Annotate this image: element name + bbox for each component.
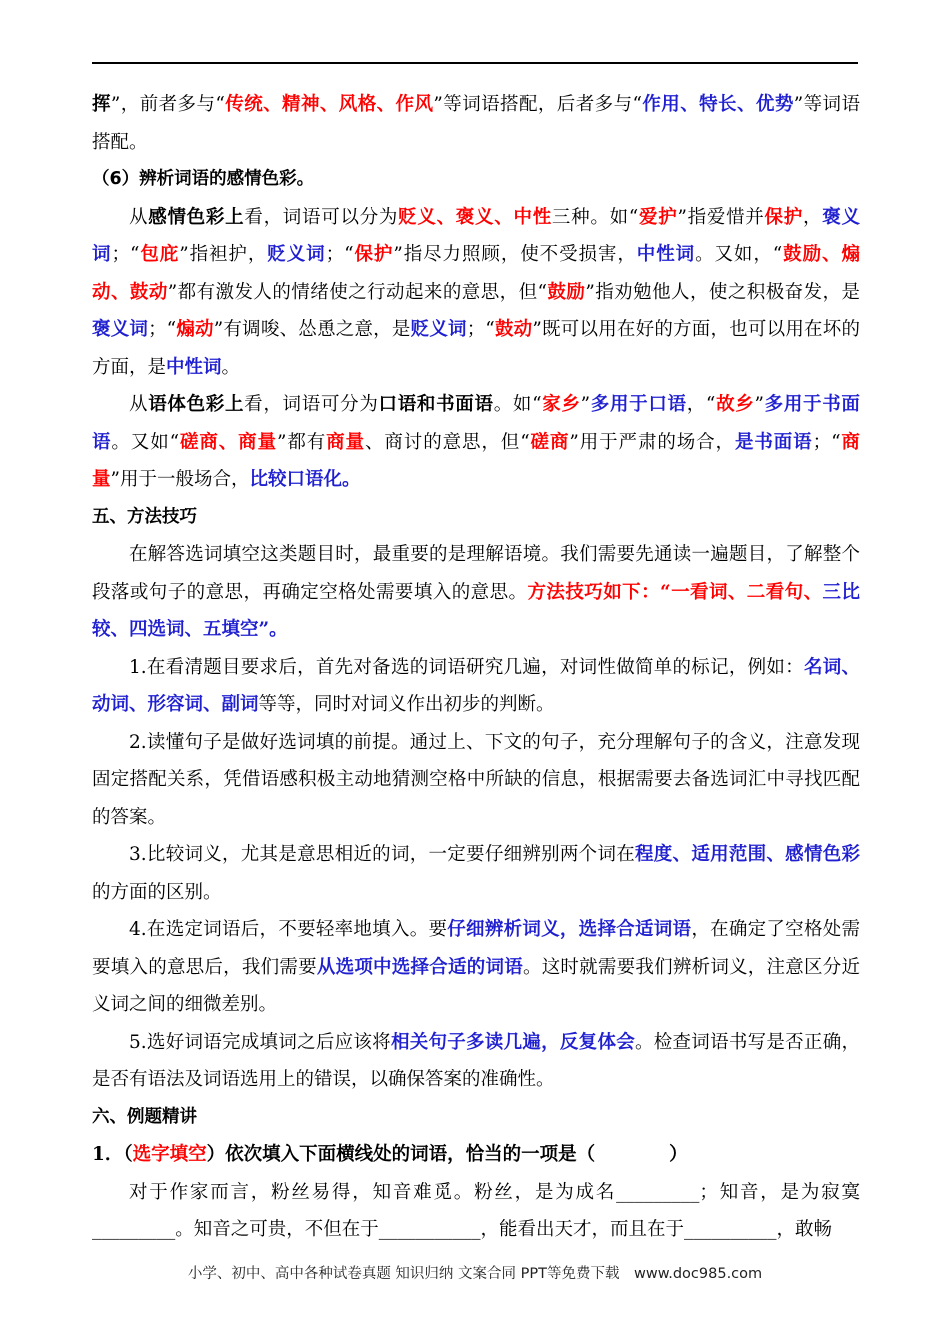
method-step-5: 5.选好词语完成填词之后应该将相关句子多读几遍，反复体会。检查词语书写是否正确，是否有语法及词语选用上的错误，以确保答案的准确性。 <box>92 1031 860 1090</box>
emphasis-text: 从选项中选择合适的词语 <box>316 956 523 978</box>
emphasis-text: 是书面语 <box>734 431 813 453</box>
emphasis-text: 仔细辨析词义，选择合适词语 <box>447 919 692 940</box>
emphasis-text: 磋商、商量 <box>179 431 277 453</box>
document-body <box>92 86 860 1249</box>
page-footer: 小学、初中、高中各种试卷真题 知识归纳 文案合同 PPT等免费下载 www.doc985.com <box>187 1266 763 1282</box>
emphasis-text: 爱护 <box>638 206 678 228</box>
emphasis-text: 挥 <box>92 94 111 115</box>
emphasis-text: 故乡 <box>715 394 755 415</box>
emphasis-text: 中性词 <box>166 356 222 378</box>
emphasis-text: 家乡 <box>541 394 581 415</box>
emphasis-text: 口语和书面语 <box>378 394 494 415</box>
paragraph-continuation: 挥”，前者多与“传统、精神、风格、作风”等词语搭配，后者多与“作用、特长、优势”等词语搭配。 <box>92 94 860 153</box>
emphasis-text: 作用、特长、优势 <box>641 94 794 115</box>
emphasis-text: 鼓励 <box>547 281 586 303</box>
method-step-3: 3.比较词义，尤其是意思相近的词，一定要仔细辨别两个词在程度、适用范围、感情色彩的方面的区别。 <box>92 844 860 903</box>
emphasis-text: 贬义词 <box>267 244 326 265</box>
method-step-1: 1.在看清题目要求后，首先对备选的词语研究几遍，对词性做简单的标记，例如：名词、动词、形容词、副词等等，同时对词义作出初步的判断。 <box>92 656 860 715</box>
emphasis-text: 鼓励、煽动、鼓动 <box>92 244 860 303</box>
question-1: 1．（选字填空）依次填入下面横线处的词语，恰当的一项是（ ） <box>92 1144 688 1165</box>
emphasis-text: 鼓动 <box>494 319 533 340</box>
emphasis-text: 贬义词 <box>410 319 467 340</box>
paragraph-methods-intro: 在解答选词填空这类题目时，最重要的是理解语境。我们需要先通读一遍题目，了解整个段落或句子的意思，再确定空格处需要填入的意思。方法技巧如下：“一看词、二看句、三比较、四选词、五填空”。 <box>92 544 860 640</box>
emphasis-text: 相关句子多读几遍，反复体会 <box>390 1031 635 1053</box>
emphasis-text: 三比较、四选词、五填空”。 <box>92 581 860 640</box>
paragraph-emotion-color: 从感情色彩上看，词语可以分为贬义、褒义、中性三种。如“爱护”指爱惜并保护，褒义词；“包庇”指袒护，贬义词；“保护”指尽力照顾，使不受损害，中性词。又如，“鼓励、煽动、鼓动”都有激发人的情绪使之行动起来的意思，但“鼓励”指劝勉他人，使之积极奋发，是褒义词；“煽动”有调唆、怂恿之意，是贬义词；“鼓动”既可以用在好的方面，也可以用在坏的方面，是中性词。 <box>92 206 860 378</box>
emphasis-text: 褒义词 <box>92 206 860 265</box>
heading-examples: 六、例题精讲 <box>92 1106 197 1127</box>
header-rule <box>92 62 858 64</box>
emphasis-text: 多用于书面语 <box>92 394 860 453</box>
method-step-2: 2.读懂句子是做好选词填的前提。通过上、下文的句子，充分理解句子的含义，注意发现固定搭配关系，凭借语感积极主动地猜测空格中所缺的信息，根据需要去备选词汇中寻找匹配的答案。 <box>92 731 860 828</box>
emphasis-text: 磋商 <box>529 431 570 453</box>
emphasis-text: 商量 <box>326 431 365 453</box>
emphasis-text: 商量 <box>92 431 860 490</box>
emphasis-text: 语体色彩上 <box>148 394 245 415</box>
emphasis-text: 名词、动词、形容词、副词 <box>92 656 860 715</box>
emphasis-text: 贬义、褒义、中性 <box>398 206 552 228</box>
emphasis-text: 煽动 <box>176 319 214 340</box>
heading-emotion-color: （6）辨析词语的感情色彩。 <box>92 169 315 189</box>
emphasis-text: 保护 <box>353 244 394 265</box>
emphasis-text: 感情色彩上 <box>148 206 245 228</box>
emphasis-text: 保护 <box>764 206 803 228</box>
question-1-text: 对于作家而言，粉丝易得，知音难觅。粉丝，是为成名_________；知音，是为寂寞_________。知音之可贵，不但在于___________，能看出天才，而且在于__________，敢畅 <box>92 1181 860 1240</box>
emphasis-text: 褒义词 <box>92 319 149 340</box>
emphasis-text: 方法技巧如下：“一看词、二看句、 <box>527 581 823 603</box>
emphasis-text: 包庇 <box>139 244 180 265</box>
method-step-4: 4.在选定词语后，不要轻率地填入。要仔细辨析词义，选择合适词语，在确定了空格处需要填入的意思后，我们需要从选项中选择合适的词语。这时就需要我们辨析词义，注意区分近义词之间的细微差别。 <box>92 919 860 1015</box>
emphasis-text: 选字填空 <box>132 1144 207 1165</box>
emphasis-text: 中性词 <box>636 244 696 265</box>
emphasis-text: 传统、精神、风格、作风 <box>224 94 434 115</box>
emphasis-text: 多用于口语 <box>590 394 687 415</box>
paragraph-style-color: 从语体色彩上看，词语可分为口语和书面语。如“家乡”多用于口语，“故乡”多用于书面语。又如“磋商、商量”都有商量、商讨的意思，但“磋商”用于严肃的场合，是书面语；“商量”用于一般场合，比较口语化。 <box>92 394 860 490</box>
emphasis-text: 比较口语化。 <box>249 469 361 490</box>
heading-methods: 五、方法技巧 <box>92 506 197 527</box>
emphasis-text: 程度、适用范围、感情色彩 <box>635 844 860 865</box>
